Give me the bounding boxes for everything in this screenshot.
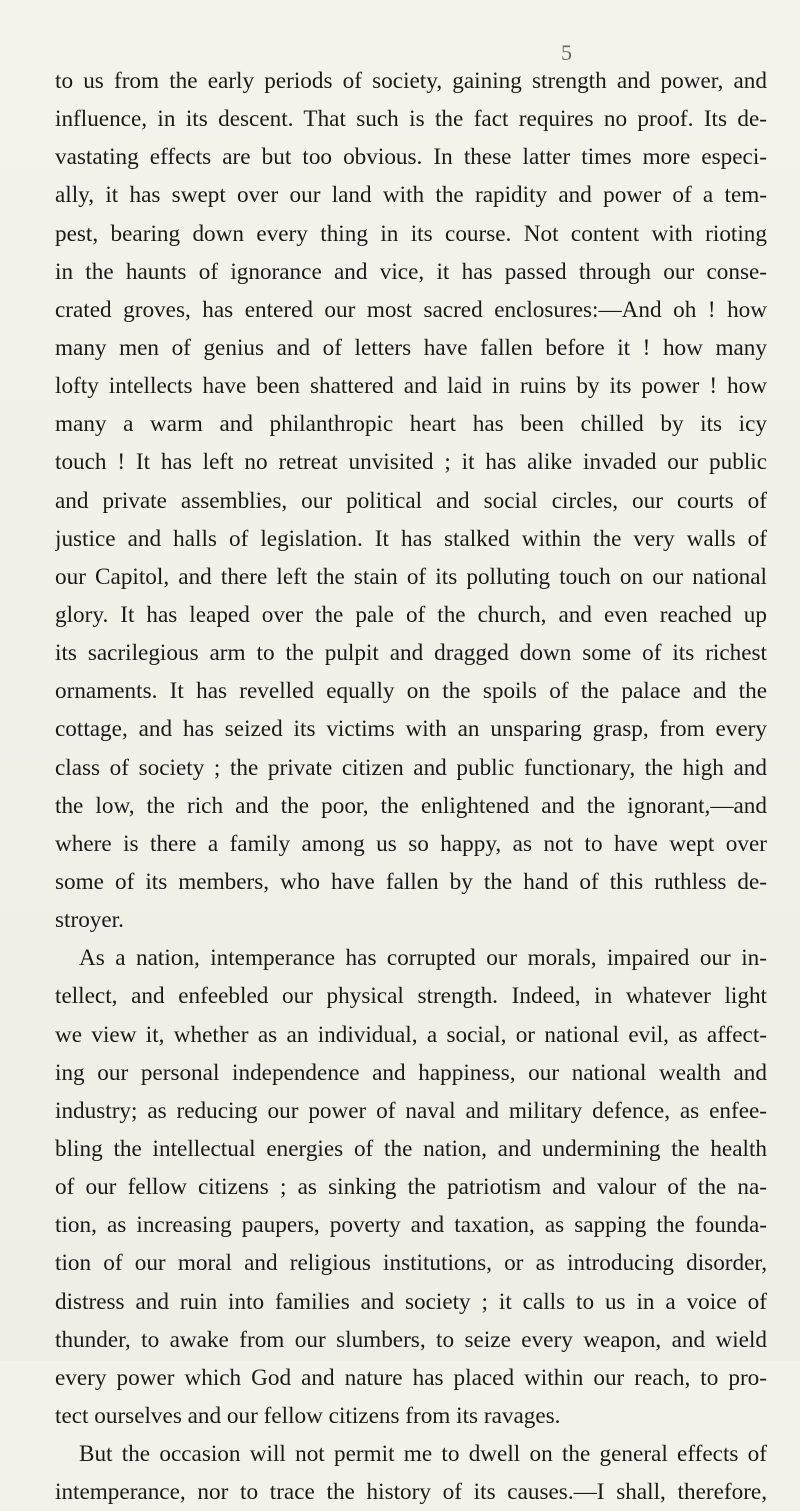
text-line: cottage, and has seized its victims with an unsparing grasp, from every: [55, 716, 767, 743]
text-line: lofty intellects have been shattered and laid in ruins by its power ! how: [55, 373, 767, 400]
text-line: thunder, to awake from our slumbers, to seize every weapon, and wield: [55, 1326, 767, 1353]
text-line: of our fellow citizens ; as sinking the patriotism and valour of the na-: [55, 1174, 767, 1201]
text-line: touch ! It has left no retreat unvisited ; it has alike invaded our public: [55, 449, 767, 476]
page-number: 5: [561, 40, 572, 65]
text-line: tellect, and enfeebled our physical strength. Indeed, in whatever light: [55, 983, 767, 1010]
text-line: pest, bearing down every thing in its course. Not content with rioting: [55, 220, 767, 247]
text-line: distress and ruin into families and society ; it calls to us in a voice of: [55, 1288, 767, 1315]
text-line: glory. It has leaped over the pale of the church, and even reached up: [55, 601, 767, 628]
text-line: intemperance, nor to trace the history of its causes.—I shall, therefore,: [55, 1479, 767, 1506]
text-line: justice and halls of legislation. It has stalked within the very walls of: [55, 525, 767, 552]
text-line: in the haunts of ignorance and vice, it has passed through our conse-: [55, 258, 767, 285]
text-line: ally, it has swept over our land with the rapidity and power of a tem-: [55, 182, 767, 209]
text-line: tect ourselves and our fellow citizens from its ravages.: [55, 1402, 561, 1429]
text-line: tion, as increasing paupers, poverty and taxation, as sapping the founda-: [55, 1212, 767, 1239]
text-line: influence, in its descent. That such is the fact requires no proof. Its de-: [55, 106, 767, 133]
text-line: ornaments. It has revelled equally on the spoils of the palace and the: [55, 678, 767, 705]
text-line: class of society ; the private citizen and public functionary, the high and: [55, 754, 767, 781]
text-line: bling the intellectual energies of the nation, and undermining the health: [55, 1135, 767, 1162]
text-line: stroyer.: [55, 907, 124, 934]
text-line: ing our personal independence and happiness, our national wealth and: [55, 1059, 767, 1086]
text-line: its sacrilegious arm to the pulpit and dragged down some of its richest: [55, 640, 767, 667]
text-line: crated groves, has entered our most sacred enclosures:—And oh ! how: [55, 296, 767, 323]
body-text: [55, 62, 767, 1511]
text-line: some of its members, who have fallen by the hand of this ruthless de-: [55, 868, 767, 895]
text-line: many a warm and philanthropic heart has been chilled by its icy: [55, 411, 767, 438]
text-line: As a nation, intemperance has corrupted our morals, impaired our in-: [79, 945, 767, 972]
text-line: and private assemblies, our political and social circles, our courts of: [55, 487, 767, 514]
text-line: vastating effects are but too obvious. In these latter times more especi-: [55, 144, 767, 171]
text-line: But the occasion will not permit me to dwell on the general effects of: [79, 1441, 767, 1468]
text-line: the low, the rich and the poor, the enlightened and the ignorant,—and: [55, 792, 767, 819]
text-line: every power which God and nature has placed within our reach, to pro-: [55, 1364, 767, 1391]
text-line: to us from the early periods of society, gaining strength and power, and: [55, 68, 767, 94]
text-line: where is there a family among us so happy, as not to have wept over: [55, 830, 767, 857]
text-line: we view it, whether as an individual, a social, or national evil, as affect-: [55, 1021, 767, 1048]
text-line: industry; as reducing our power of naval and military defence, as enfee-: [55, 1097, 767, 1124]
text-line: our Capitol, and there left the stain of its polluting touch on our national: [55, 563, 767, 590]
text-line: many men of genius and of letters have fallen before it ! how many: [55, 334, 767, 361]
text-line: tion of our moral and religious institutions, or as introducing disorder,: [55, 1250, 767, 1277]
